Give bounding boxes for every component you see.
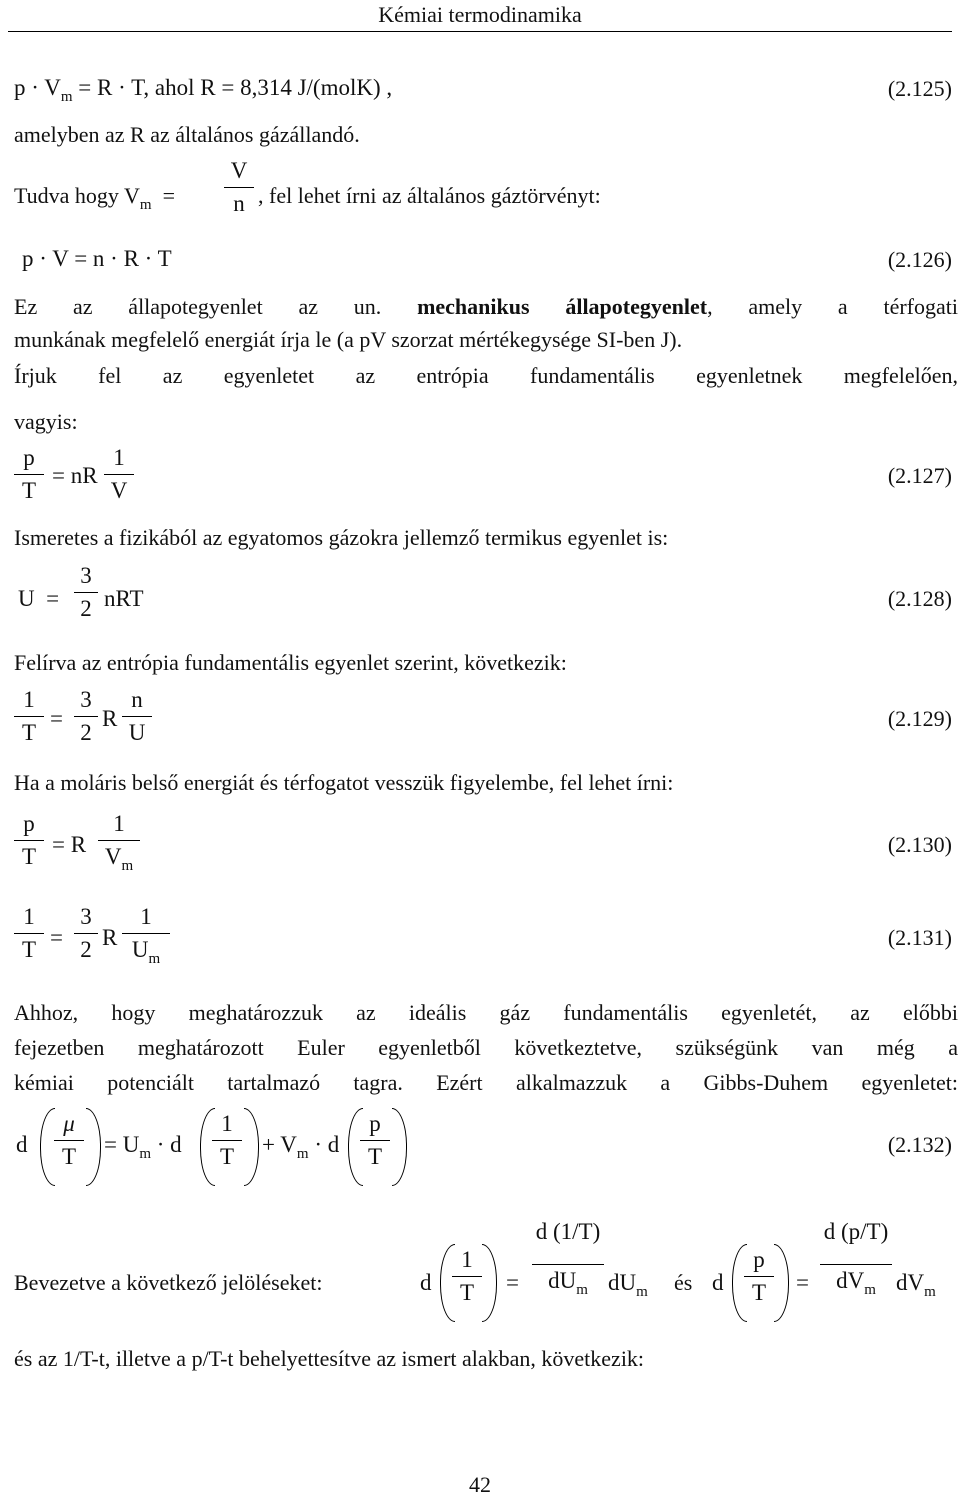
eq-number-2-127: (2.127) — [887, 463, 952, 488]
eq-2-130-mid: = R — [52, 832, 87, 857]
eq-number-2-125: (2.125) — [887, 76, 952, 101]
page-number: 42 — [469, 1472, 491, 1497]
eq-number-2-129: (2.129) — [887, 706, 952, 731]
notation-dum: $dU_m$ — [608, 1270, 648, 1300]
paragraph-line: Írjuk fel az egyenletet az entrópia fundamentális egyenletnek megfelelően, — [14, 363, 958, 388]
fraction-1-over-t: 1 T — [14, 903, 44, 964]
eq-2-129-r: R — [102, 706, 118, 731]
notation-d: d — [420, 1270, 432, 1295]
fraction-1-over-t: 1 T — [14, 686, 44, 747]
left-paren — [40, 1108, 55, 1186]
paragraph-line: amelyben az R az általános gázállandó. — [14, 122, 360, 147]
paragraph-line: , fel lehet írni az általános gáztörvényt: — [258, 183, 601, 208]
fraction-3-over-2: 3 2 — [74, 562, 98, 623]
fraction-3-over-2: 3 2 — [74, 903, 98, 964]
right-paren — [774, 1244, 789, 1322]
eq-number-2-130: (2.130) — [887, 832, 952, 857]
equation-2-126: p · V = n · R · T — [22, 246, 172, 271]
eq-number-2-128: (2.128) — [887, 586, 952, 611]
eq-2-129-equals: = — [50, 706, 63, 731]
notation-equals: = — [506, 1270, 519, 1295]
eq-2-128-rhs: nRT — [104, 586, 144, 611]
fraction-1-over-um: 1 $U_m$ — [122, 903, 170, 973]
fraction-1-over-t: 1 T — [452, 1246, 482, 1307]
eq-2-132-um: = $U_m \cdot d$ — [104, 1132, 182, 1162]
eq-number-2-126: (2.126) — [887, 247, 952, 272]
right-paren — [86, 1108, 101, 1186]
notation-equals-2: = — [796, 1270, 809, 1295]
notation-es: és — [674, 1270, 693, 1295]
running-header — [0, 0, 960, 33]
fraction-1-over-t: 1 T — [212, 1110, 242, 1171]
fraction-p-over-t: p T — [360, 1110, 390, 1171]
eq-2-125-rest: = R · T, ahol R = 8,314 J/(molK) , — [72, 75, 393, 100]
fraction-mu-over-t: μ T — [54, 1110, 84, 1171]
fraction-dpt-over-dvm: d (p/T) $dV_m$ — [820, 1202, 892, 1304]
paragraph-line: kémiai potenciált tartalmazó tagra. Ezért alkalmazzuk a Gibbs-Duhem egyenletet: — [14, 1070, 958, 1095]
eq-2-128-lhs: U = — [18, 586, 60, 611]
fraction-n-over-u: n U — [122, 686, 152, 747]
right-paren — [482, 1244, 497, 1322]
paragraph-line: Ha a moláris belső energiát és térfogatot vesszük figyelembe, fel lehet írni: — [14, 770, 674, 795]
equation-2-125 — [14, 76, 392, 105]
notation-d2: d — [712, 1270, 724, 1295]
fraction-v-over-n: V n — [224, 157, 254, 218]
eq-2-125-lhs: p · V — [14, 75, 61, 100]
fraction-3-over-2: 3 2 — [74, 686, 98, 747]
right-paren — [244, 1108, 259, 1186]
paragraph-line: Ahhoz, hogy meghatározzuk az ideális gáz fundamentális egyenletét, az előbbi — [14, 1000, 958, 1025]
paragraph-line: vagyis: — [14, 409, 78, 434]
paragraph-line: Ismeretes a fizikából az egyatomos gázokra jellemző termikus egyenlet is: — [14, 525, 669, 550]
paragraph-line: fejezetben meghatározott Euler egyenletből következtetve, szükségünk van még a — [14, 1035, 958, 1060]
fraction-p-over-t: p T — [14, 444, 44, 505]
paragraph-line: Ez az állapotegyenlet az un. mechanikus állapotegyenlet, amely a térfogati — [14, 294, 958, 319]
paragraph-line: munkának megfelelő energiát írja le (a pV szorzat mértékegysége SI-ben J). — [14, 327, 683, 352]
paragraph-line: Tudva hogy $V_m$ = — [14, 183, 176, 213]
fraction-d1t-over-dum: d (1/T) $dU_m$ — [532, 1202, 604, 1304]
eq-2-131-r: R — [102, 925, 118, 950]
header-rule — [8, 31, 952, 32]
header-title: Kémiai termodinamika — [378, 2, 582, 27]
fraction-1-over-vm: 1 $V_m$ — [98, 810, 140, 880]
eq-number-2-131: (2.131) — [887, 925, 952, 950]
paragraph-line: Bevezetve a következő jelöléseket: — [14, 1270, 323, 1295]
paragraph-line: és az 1/T-t, illetve a p/T-t behelyettesítve az ismert alakban, következik: — [14, 1346, 645, 1371]
notation-dvm: $dV_m$ — [896, 1270, 936, 1300]
fraction-p-over-t: p T — [744, 1246, 774, 1307]
eq-number-2-132: (2.132) — [887, 1132, 952, 1157]
paragraph-line: Felírva az entrópia fundamentális egyenlet szerint, következik: — [14, 650, 567, 675]
eq-2-132-vm: + $V_m \cdot d$ — [262, 1132, 340, 1162]
eq-2-131-equals: = — [50, 925, 63, 950]
eq-2-125-sub: m — [60, 89, 73, 105]
right-paren — [392, 1108, 407, 1186]
eq-2-132-d1: d — [16, 1132, 28, 1157]
fraction-1-over-v: 1 V — [104, 444, 134, 505]
bold-term: mechanikus állapotegyenlet — [417, 294, 708, 319]
fraction-p-over-t: p T — [14, 810, 44, 871]
eq-2-127-mid: = nR — [52, 463, 98, 488]
